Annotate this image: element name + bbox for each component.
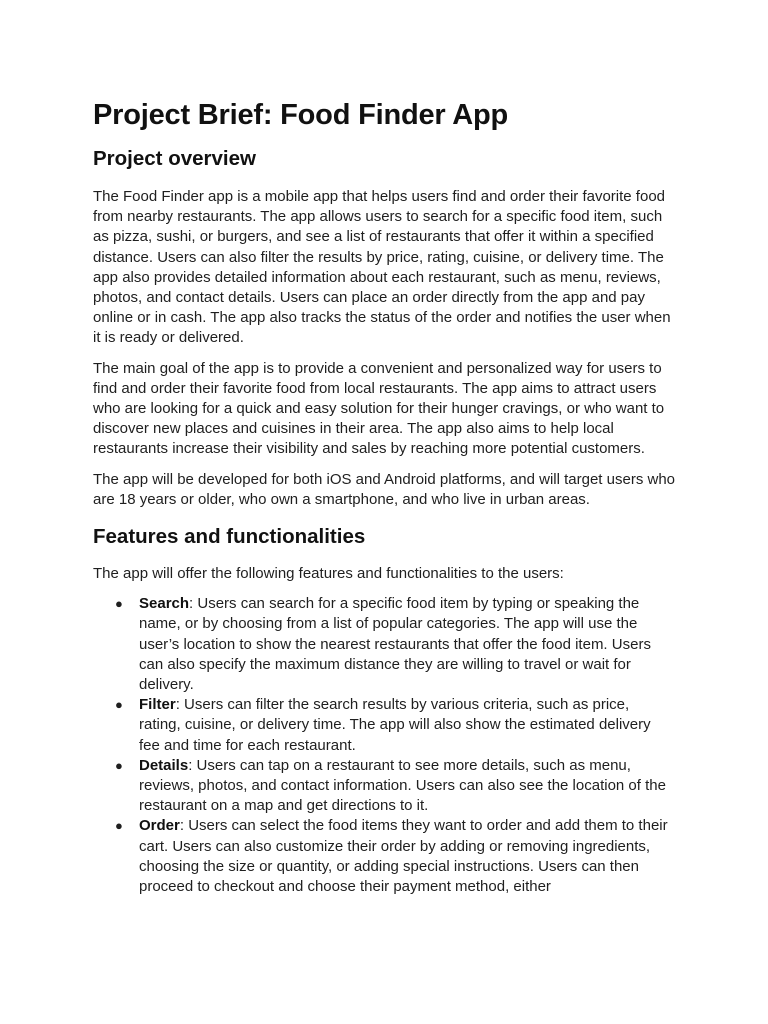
bullet-icon: ● — [115, 697, 123, 713]
features-list — [93, 594, 675, 897]
bullet-icon: ● — [115, 818, 123, 834]
feature-description: : Users can tap on a restaurant to see more details, such as menu, reviews, photos, and contact information. Users can also see the location of the restaurant on a map and get directions to it. — [139, 756, 666, 815]
overview-paragraph-3: The app will be developed for both iOS and Android platforms, and will target users who are 18 years or older, who own a smartphone, and who live in urban areas. — [93, 470, 675, 508]
section-heading-features: Features and functionalities — [93, 525, 366, 549]
features-intro: The app will offer the following features and functionalities to the users: — [93, 565, 564, 583]
document-title: Project Brief: Food Finder App — [93, 99, 509, 131]
section-heading-overview: Project overview — [93, 147, 256, 170]
feature-term: Order — [139, 817, 180, 835]
overview-paragraph-2: The main goal of the app is to provide a convenient and personalized way for users to find and order their favorite food from local restaurants. The app aims to attract users who are looking for a quick and easy solution for their hunger cravings, or who want to discover new places and cuisines in their area. The app also aims to help local restaurants increase their visibility and sales by reaching more potential customers. — [93, 359, 665, 458]
feature-description: : Users can select the food items they want to order and add them to their cart. Users can also customize their order by adding or removing ingredients, choosing the size or quantity, or adding special instructions. Users can then proceed to checkout and choose their payment method, either — [139, 817, 668, 896]
bullet-icon: ● — [115, 757, 123, 773]
list-item-filter — [93, 695, 675, 756]
overview-paragraph-1: The Food Finder app is a mobile app that helps users find and order their favorite food from nearby restaurants. The app allows users to search for a specific food item, such as pizza, sushi, or burgers, and see a list of restaurants that offer it within a specified distance. Users can also filter the results by price, rating, cuisine, or delivery time. The app also provides detailed information about each restaurant, such as menu, reviews, photos, and contact details. Users can place an order directly from the app and pay online or in cash. The app also tracks the status of the order and notifies the user when it is ready or delivered. — [93, 188, 671, 347]
list-item-search — [93, 594, 675, 695]
list-item-order — [93, 816, 675, 897]
feature-term: Filter — [139, 696, 176, 714]
feature-term: Search — [139, 595, 190, 613]
feature-description: : Users can search for a specific food item by typing or speaking the name, or by choosing from a list of popular categories. The app will use the user’s location to show the nearest restaurants that offer the food item. Users can also specify the maximum distance they are willing to travel or wait for delivery. — [139, 595, 651, 694]
feature-term: Details — [139, 756, 189, 774]
list-item-details — [93, 756, 675, 817]
bullet-icon: ● — [115, 596, 123, 612]
document-page — [93, 96, 675, 897]
feature-description: : Users can filter the search results by various criteria, such as price, rating, cuisine, or delivery time. The app will also show the estimated delivery fee and time for each restaurant. — [139, 696, 651, 754]
